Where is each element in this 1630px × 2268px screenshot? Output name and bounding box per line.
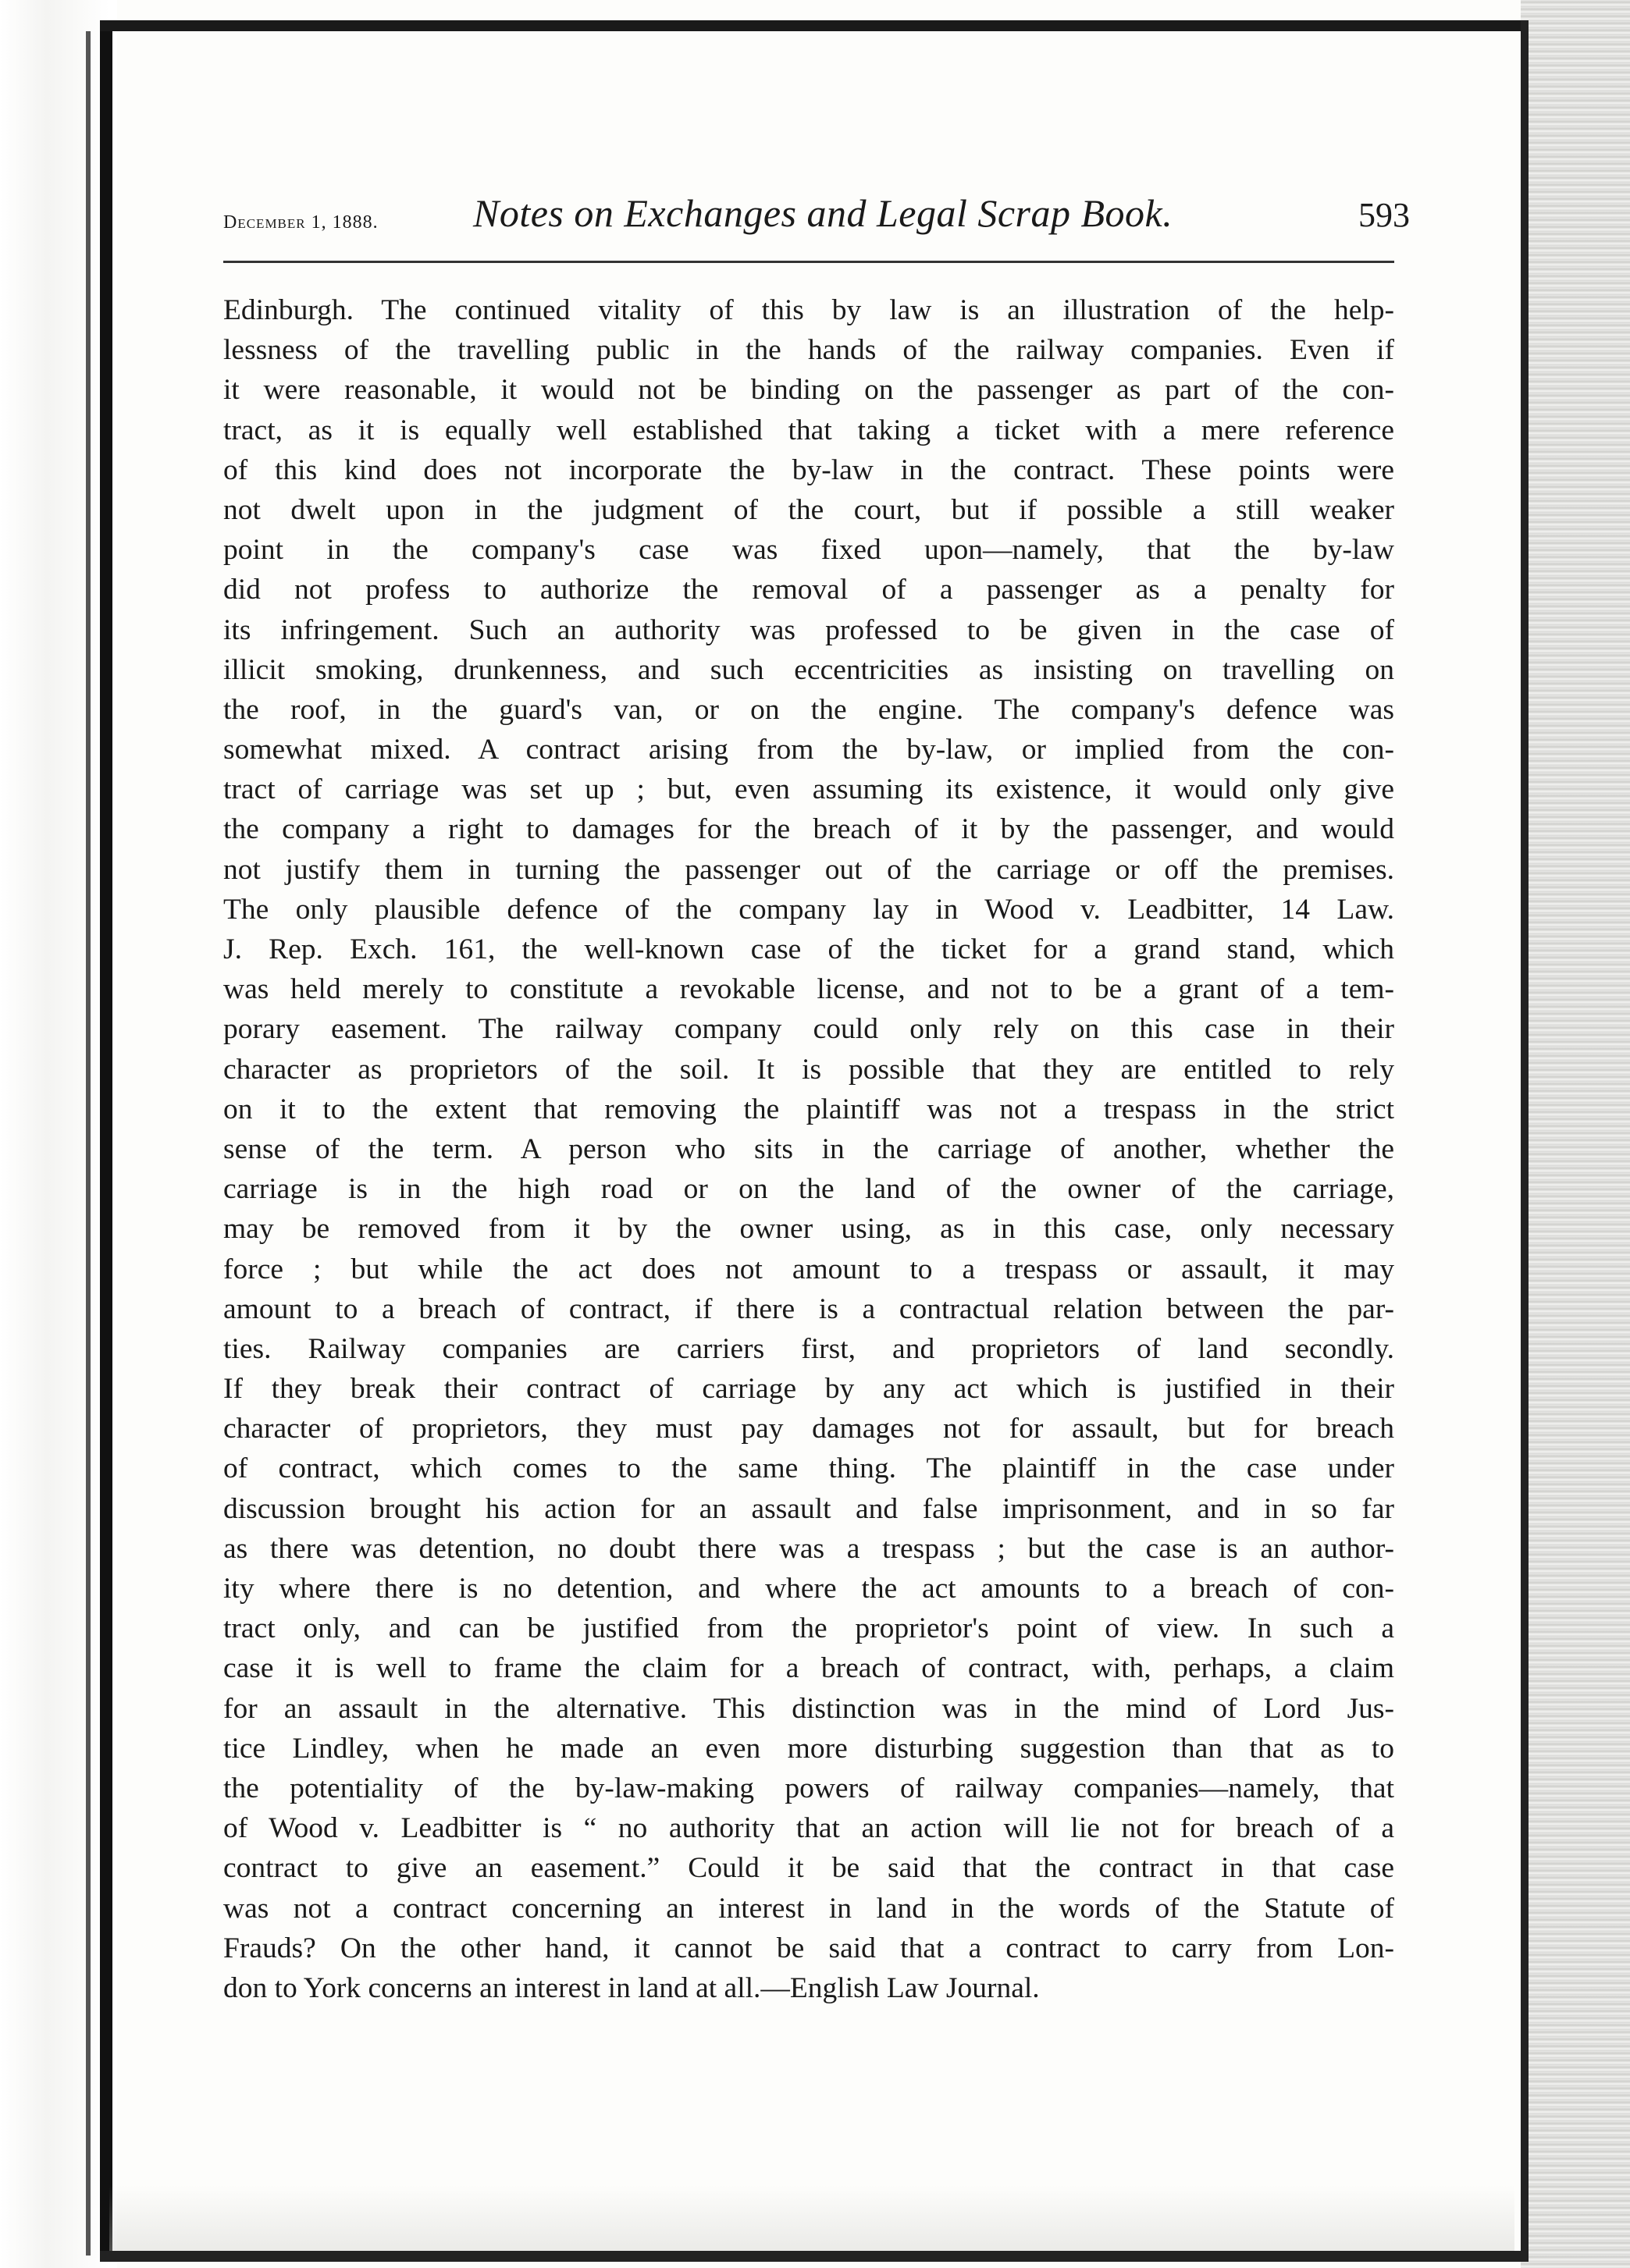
body-line: as there was detention, no doubt there was a trespass ; but the case is an author-	[223, 1532, 1394, 1565]
body-line: force ; but while the act does not amount to a trespass or assault, it may	[223, 1253, 1394, 1285]
body-line: lessness of the travelling public in the hands of the railway companies. Even if	[223, 334, 1394, 367]
body-line: J. Rep. Exch. 161, the well-known case of the ticket for a grand stand, which	[223, 933, 1394, 965]
body-line: its infringement. Such an authority was professed to be given in the case of	[223, 613, 1394, 646]
header-rule	[223, 261, 1394, 263]
body-line: porary easement. The railway company could only rely on this case in their	[223, 1013, 1394, 1046]
body-line: case it is well to frame the claim for a breach of contract, with, perhaps, a claim	[223, 1652, 1394, 1685]
body-line: don to York concerns an interest in land at all.—English Law Journal.	[223, 1971, 1040, 2004]
body-line: The only plausible defence of the company lay in Wood v. Leadbitter, 14 Law.	[223, 893, 1394, 926]
page-bottom-shadow	[109, 2185, 1514, 2251]
body-line: sense of the term. A person who sits in the carriage of another, whether the	[223, 1132, 1394, 1165]
body-line: point in the company's case was fixed upon—namely, that the by-law	[223, 534, 1394, 567]
body-line: of contract, which comes to the same thing. The plaintiff in the case under	[223, 1452, 1394, 1485]
body-line: tract only, and can be justified from the proprietor's point of view. In such a	[223, 1612, 1394, 1645]
body-line: the potentiality of the by-law-making powers of railway companies—namely, that	[223, 1772, 1394, 1804]
body-line: Frauds? On the other hand, it cannot be said that a contract to carry from Lon-	[223, 1932, 1394, 1964]
body-line: the company a right to damages for the breach of it by the passenger, and would	[223, 813, 1394, 846]
body-line: discussion brought his action for an assault and false imprisonment, and in so far	[223, 1492, 1394, 1525]
running-header	[223, 184, 1410, 254]
body-line: amount to a breach of contract, if there is a contractual relation between the par-	[223, 1292, 1394, 1325]
body-line: contract to give an easement.” Could it be said that the contract in that case	[223, 1852, 1394, 1885]
body-line: Edinburgh. The continued vitality of this by law is an illustration of the help-	[223, 294, 1394, 326]
body-line: did not profess to authorize the removal of a passenger as a penalty for	[223, 574, 1394, 606]
page-right-border	[1521, 20, 1529, 2252]
body-line: illicit smoking, drunkenness, and such eccentricities as insisting on travelling on	[223, 653, 1394, 686]
header-title: Notes on Exchanges and Legal Scrap Book.	[473, 191, 1173, 235]
page-number: 593	[1358, 196, 1410, 234]
body-line: ity where there is no detention, and where the act amounts to a breach of con-	[223, 1573, 1394, 1605]
body-line: not dwelt upon in the judgment of the court, but if possible a still weaker	[223, 493, 1394, 526]
body-line: of Wood v. Leadbitter is “ no authority that an action will lie not for breach of a	[223, 1812, 1394, 1845]
body-line: on it to the extent that removing the plaintiff was not a trespass in the strict	[223, 1093, 1394, 1125]
body-line: tract, as it is equally well established that taking a ticket with a mere reference	[223, 414, 1394, 446]
body-line: character as proprietors of the soil. It is possible that they are entitled to rely	[223, 1053, 1394, 1086]
page-left-border	[100, 23, 112, 2256]
body-line: If they break their contract of carriage by any act which is justified in their	[223, 1373, 1394, 1406]
body-line: was not a contract concerning an interest in land in the words of the Statute of	[223, 1892, 1394, 1925]
page-right-margin-noise	[1521, 0, 1630, 2268]
body-line: was held merely to constitute a revokable license, and not to be a grant of a tem-	[223, 973, 1394, 1006]
article-body	[223, 290, 1394, 2008]
body-line: not justify them in turning the passenger out of the carriage or off the premises.	[223, 853, 1394, 886]
body-line: may be removed from it by the owner using, as in this case, only necessary	[223, 1213, 1394, 1246]
body-line: tract of carriage was set up ; but, even assuming its existence, it would only give	[223, 773, 1394, 806]
header-date: December 1, 1888.	[223, 212, 379, 233]
body-line: it were reasonable, it would not be binding on the passenger as part of the con-	[223, 374, 1394, 407]
body-line: carriage is in the high road or on the land of the owner of the carriage,	[223, 1173, 1394, 1206]
body-line: character of proprietors, they must pay damages not for assault, but for breach	[223, 1413, 1394, 1445]
body-line: ties. Railway companies are carriers first, and proprietors of land secondly.	[223, 1332, 1394, 1365]
body-line: tice Lindley, when he made an even more disturbing suggestion than that as to	[223, 1732, 1394, 1765]
page-top-border	[100, 20, 1521, 31]
page-bottom-border	[100, 2251, 1529, 2262]
body-line: for an assault in the alternative. This distinction was in the mind of Lord Jus-	[223, 1692, 1394, 1725]
body-line: the roof, in the guard's van, or on the engine. The company's defence was	[223, 693, 1394, 726]
body-line: somewhat mixed. A contract arising from the by-law, or implied from the con-	[223, 734, 1394, 766]
binding-edge-line	[86, 31, 91, 2256]
body-line: of this kind does not incorporate the by-law in the contract. These points were	[223, 453, 1394, 486]
